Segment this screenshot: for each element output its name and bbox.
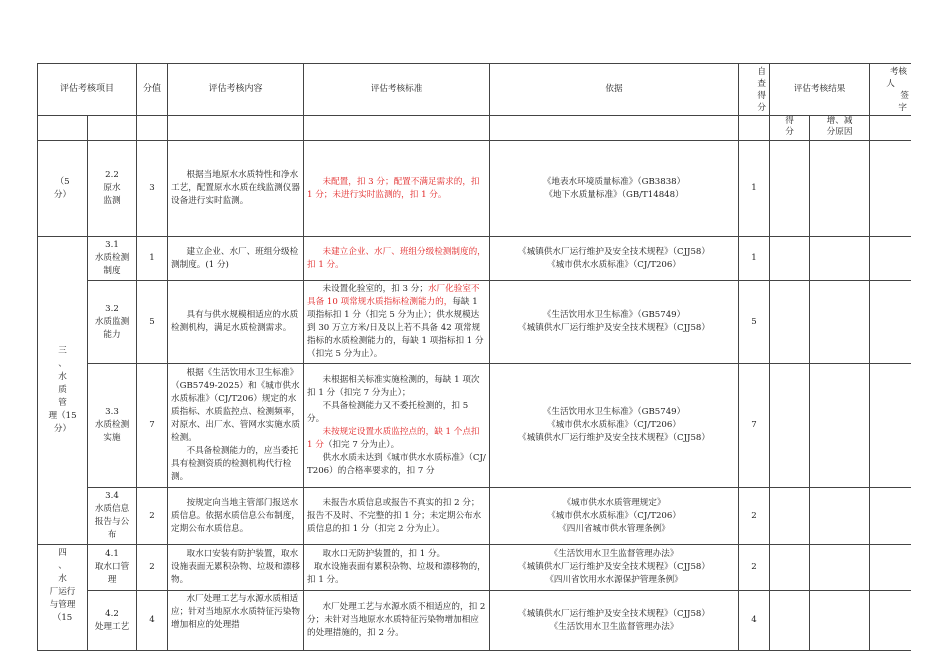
item-score: 2 bbox=[137, 545, 168, 591]
subheader-row bbox=[38, 116, 912, 141]
item-score: 3 bbox=[137, 141, 168, 237]
item-name: 2.2 原水 监测 bbox=[88, 141, 137, 237]
item-standard: 未设置化验室的，扣 3 分；水厂化验室不具备 10 项常规水质指标检测能力的，每缺 1 项指标扣 1 分（扣完 5 分为止）；供水规模达到 30 万立方米/日及以上若不具备 42 项常规指标的水质检测能力的，每缺 1 项指标扣 1 分（扣完 5 分为止）。 bbox=[304, 281, 490, 364]
header-result: 评估考核结果 bbox=[770, 64, 870, 116]
item-standard: 未报告水质信息或报告不真实的扣 2 分；报告不及时、不完整的扣 1 分；未定期公布水质信息的扣 1 分（扣完 2 分为止）。 bbox=[304, 488, 490, 545]
table-row bbox=[38, 281, 912, 364]
item-content: 具有与供水规模相适应的水质检测机构，满足水质检测需求。 bbox=[168, 281, 304, 364]
header-basis: 依据 bbox=[490, 64, 739, 116]
table-row bbox=[38, 545, 912, 591]
item-basis: 《生活饮用水卫生标准》（GB5749） 《城市供水水质标准》（CJ/T206） 《城镇供水厂运行维护及安全技术规程》（CJJ58） bbox=[490, 364, 739, 488]
item-content: 取水口安装有防护装置，取水设施表面无累积杂物、垃圾和漂移物。 bbox=[168, 545, 304, 591]
subheader-score: 得 分 bbox=[770, 116, 810, 141]
item-name: 3.2 水质监测 能力 bbox=[88, 281, 137, 364]
section-3-title: 三 、 水 质 管 理（15 分） bbox=[38, 237, 88, 545]
header-score: 分值 bbox=[137, 64, 168, 116]
item-standard: 未建立企业、水厂、班组分级检测制度的，扣 1 分。 bbox=[304, 237, 490, 281]
item-self-score: 4 bbox=[739, 591, 770, 651]
item-name: 4.1 取水口管理 bbox=[88, 545, 137, 591]
item-score: 1 bbox=[137, 237, 168, 281]
item-self-score: 1 bbox=[739, 237, 770, 281]
item-content: 按规定向当地主管部门报送水质信息。依据水质信息公布制度，定期公布水质信息。 bbox=[168, 488, 304, 545]
header-row bbox=[38, 64, 912, 116]
item-score: 7 bbox=[137, 364, 168, 488]
item-self-score: 5 bbox=[739, 281, 770, 364]
item-content: 水厂处理工艺与水源水质相适应；针对当地原水水质特征污染物增加相应的处理措 bbox=[168, 591, 304, 651]
item-name: 3.4 水质信息 报告与公 布 bbox=[88, 488, 137, 545]
item-score: 5 bbox=[137, 281, 168, 364]
item-basis: 《城镇供水厂运行维护及安全技术规程》（CJJ58） 《城市供水水质标准》（CJ/T206） bbox=[490, 237, 739, 281]
item-standard: 未根据相关标准实施检测的，每缺 1 项次扣 1 分（扣完 7 分为止）； 不具备检测能力又不委托检测的，扣 5 分。 未按规定设置水质监控点的，缺 1 个点扣 1 分（扣完 7 分为止）。 供水水质未达到《城市供水水质标准》（CJ/T206）的合格率要求的，扣 7 分 bbox=[304, 364, 490, 488]
table-row bbox=[38, 591, 912, 651]
item-basis: 《生活饮用水卫生标准》（GB5749） 《城镇供水厂运行维护及安全技术规程》（CJJ58） bbox=[490, 281, 739, 364]
item-basis: 《城市供水水质管理规定》 《城市供水水质标准》（CJ/T206） 《四川省城市供水管理条例》 bbox=[490, 488, 739, 545]
item-content: 建立企业、水厂、班组分级检测制度。(1 分) bbox=[168, 237, 304, 281]
header-self-check: 自 查 得 分 bbox=[739, 64, 770, 116]
subheader-reason: 增、减 分原因 bbox=[810, 116, 870, 141]
item-content: 根据《生活饮用水卫生标准》（GB5749-2025）和《城市供水水质标准》（CJ/T206）规定的水质指标、水质监控点、检测频率，对原水、出厂水、管网水实施水质检测。 不具备检测能力的，应当委托具有检测资质的检测机构代行检测。 bbox=[168, 364, 304, 488]
item-self-score: 7 bbox=[739, 364, 770, 488]
table-row bbox=[38, 141, 912, 237]
header-reviewer: 考核 人 签 字 bbox=[870, 64, 911, 116]
header-content: 评估考核内容 bbox=[168, 64, 304, 116]
table-row bbox=[38, 237, 912, 281]
section-2-tail: （5 分） bbox=[38, 141, 88, 237]
item-basis: 《生活饮用水卫生监督管理办法》 《城镇供水厂运行维护及安全技术规程》（CJJ58） 《四川省饮用水水源保护管理条例》 bbox=[490, 545, 739, 591]
item-score: 4 bbox=[137, 591, 168, 651]
item-name: 4.2 处理工艺 bbox=[88, 591, 137, 651]
item-content: 根据当地原水水质特性和净水工艺，配置原水水质在线监测仪器设备进行实时监测。 bbox=[168, 141, 304, 237]
item-standard: 未配置，扣 3 分；配置不满足需求的，扣 1 分；未进行实时监测的，扣 1 分。 bbox=[304, 141, 490, 237]
item-basis: 《地表水环境质量标准》（GB3838） 《地下水质量标准》（GB/T14848） bbox=[490, 141, 739, 237]
assessment-sheet bbox=[37, 63, 911, 672]
table-row bbox=[38, 364, 912, 488]
item-self-score: 1 bbox=[739, 141, 770, 237]
section-4-title: 四 、 水 厂运行 与管理 （15 bbox=[38, 545, 88, 651]
header-project: 评估考核项目 bbox=[38, 64, 137, 116]
table-row bbox=[38, 488, 912, 545]
item-name: 3.3 水质检测 实施 bbox=[88, 364, 137, 488]
item-score: 2 bbox=[137, 488, 168, 545]
item-standard: 水厂处理工艺与水源水质不相适应的，扣 2 分；未针对当地原水水质特征污染物增加相应的处理措施的，扣 2 分。 bbox=[304, 591, 490, 651]
item-name: 3.1 水质检测 制度 bbox=[88, 237, 137, 281]
item-self-score: 2 bbox=[739, 545, 770, 591]
item-basis: 《城镇供水厂运行维护及安全技术规程》（CJJ58） 《生活饮用水卫生监督管理办法》 bbox=[490, 591, 739, 651]
item-standard: 取水口无防护装置的，扣 1 分。 取水设施表面有累积杂物、垃圾和漂移物的，扣 1 分。 bbox=[304, 545, 490, 591]
assessment-table bbox=[37, 63, 911, 651]
item-self-score: 2 bbox=[739, 488, 770, 545]
header-standard: 评估考核标准 bbox=[304, 64, 490, 116]
